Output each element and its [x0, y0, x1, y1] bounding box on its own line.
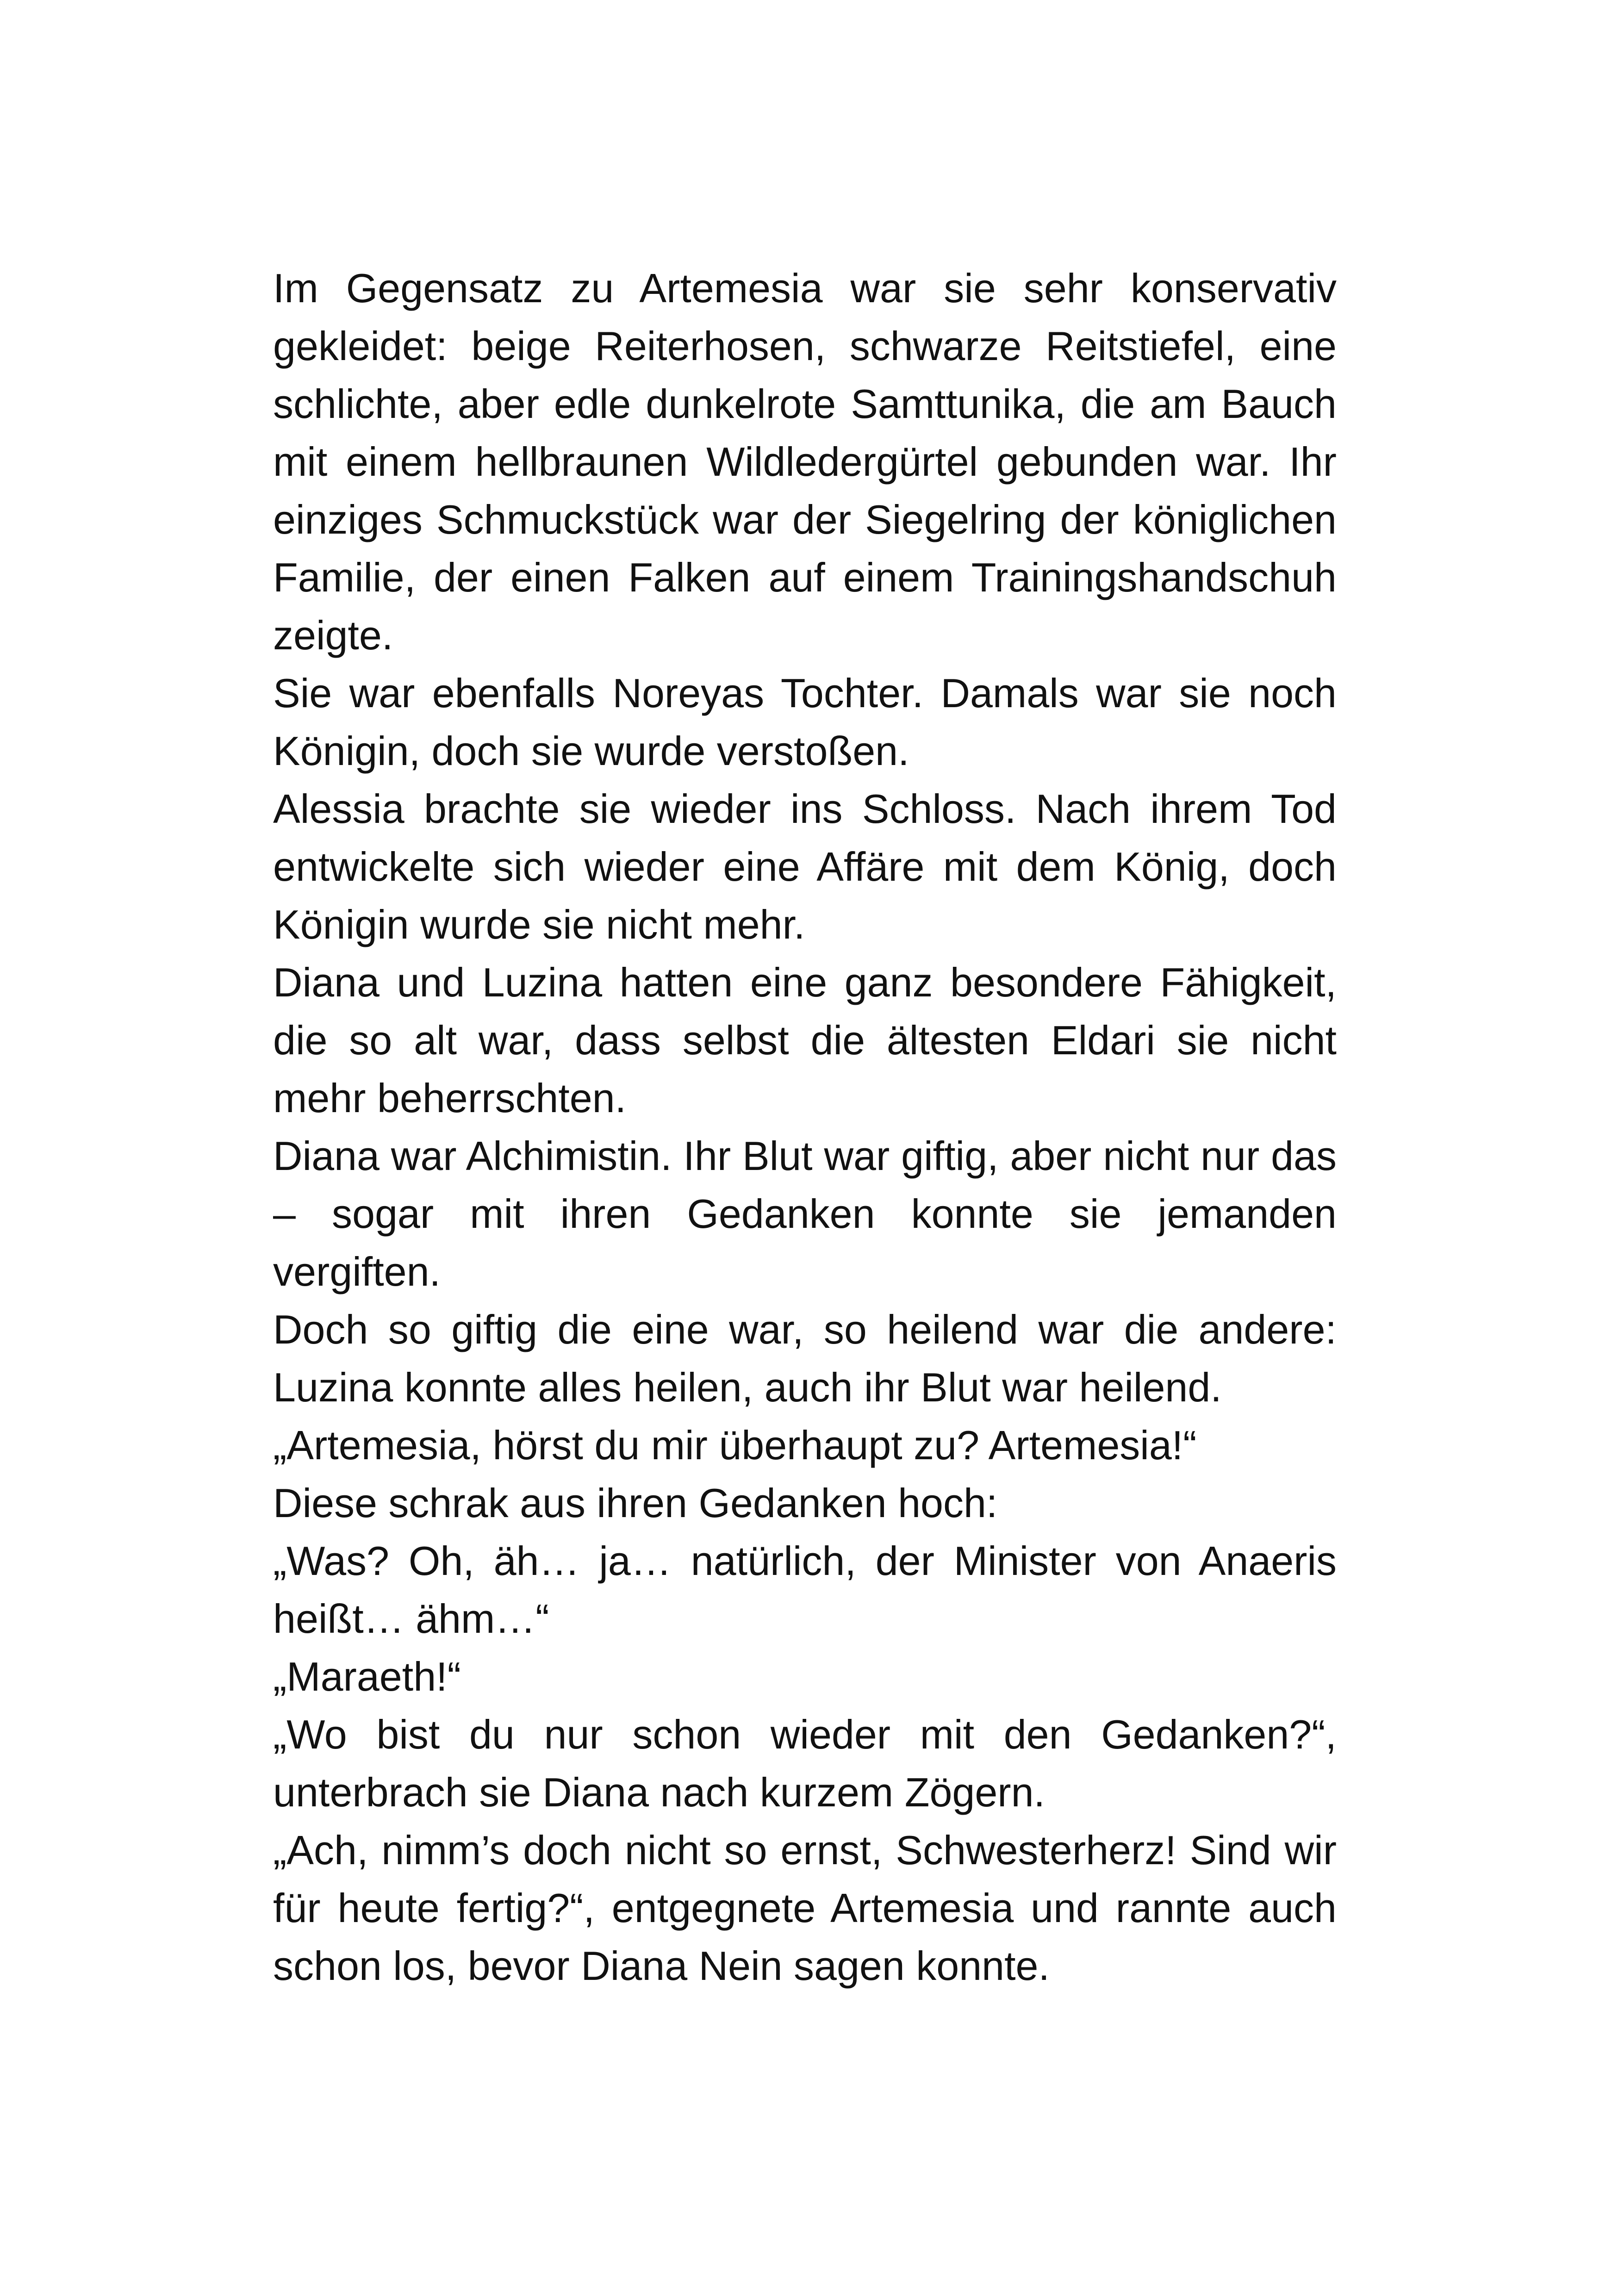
paragraph-8: Diese schrak aus ihren Gedanken hoch: — [273, 1480, 998, 1526]
paragraph-9: „Was? Oh, äh… ja… natürlich, der Minister von Anaeris heißt… ähm…“ — [273, 1538, 1337, 1642]
paragraph-2: Sie war ebenfalls Noreyas Tochter. Damals war sie noch Königin, doch sie wurde verstoßen. — [273, 670, 1337, 774]
paragraph-5: Diana war Alchimistin. Ihr Blut war giftig, aber nicht nur das – sogar mit ihren Gedanken konnte sie jemanden vergiften. — [273, 1133, 1337, 1294]
paragraph-10: „Maraeth!“ — [273, 1654, 461, 1699]
paragraph-12: „Ach, nimm’s doch nicht so ernst, Schwesterherz! Sind wir für heute fertig?“, entgegnete Artemesia und rannte auch schon los, bevor Diana Nein sagen konnte. — [273, 1827, 1337, 1989]
paragraph-3: Alessia brachte sie wieder ins Schloss. Nach ihrem Tod entwickelte sich wieder eine Affäre mit dem König, doch Königin wurde sie nicht mehr. — [273, 786, 1337, 947]
paragraph-1: Im Gegensatz zu Artemesia war sie sehr konservativ gekleidet: beige Reiterhosen, schwarze Reitstiefel, eine schlichte, aber edle dunkelrote Samttunika, die am Bauch mit einem hellbraunen Wildledergürtel gebunden war. Ihr einziges Schmuckstück war der Siegelring der königlichen Familie, der einen Falken auf einem Trainingshandschuh zeigte. — [273, 265, 1337, 658]
paragraph-6: Doch so giftig die eine war, so heilend war die andere: Luzina konnte alles heilen, auch ihr Blut war heilend. — [273, 1307, 1337, 1410]
body-text — [273, 259, 1337, 1995]
paragraph-4: Diana und Luzina hatten eine ganz besondere Fähigkeit, die so alt war, dass selbst die ältesten Eldari sie nicht mehr beherrschten. — [273, 959, 1337, 1121]
paragraph-11: „Wo bist du nur schon wieder mit den Gedanken?“, unterbrach sie Diana nach kurzem Zögern. — [273, 1711, 1337, 1815]
paragraph-7: „Artemesia, hörst du mir überhaupt zu? Artemesia!“ — [273, 1422, 1197, 1468]
